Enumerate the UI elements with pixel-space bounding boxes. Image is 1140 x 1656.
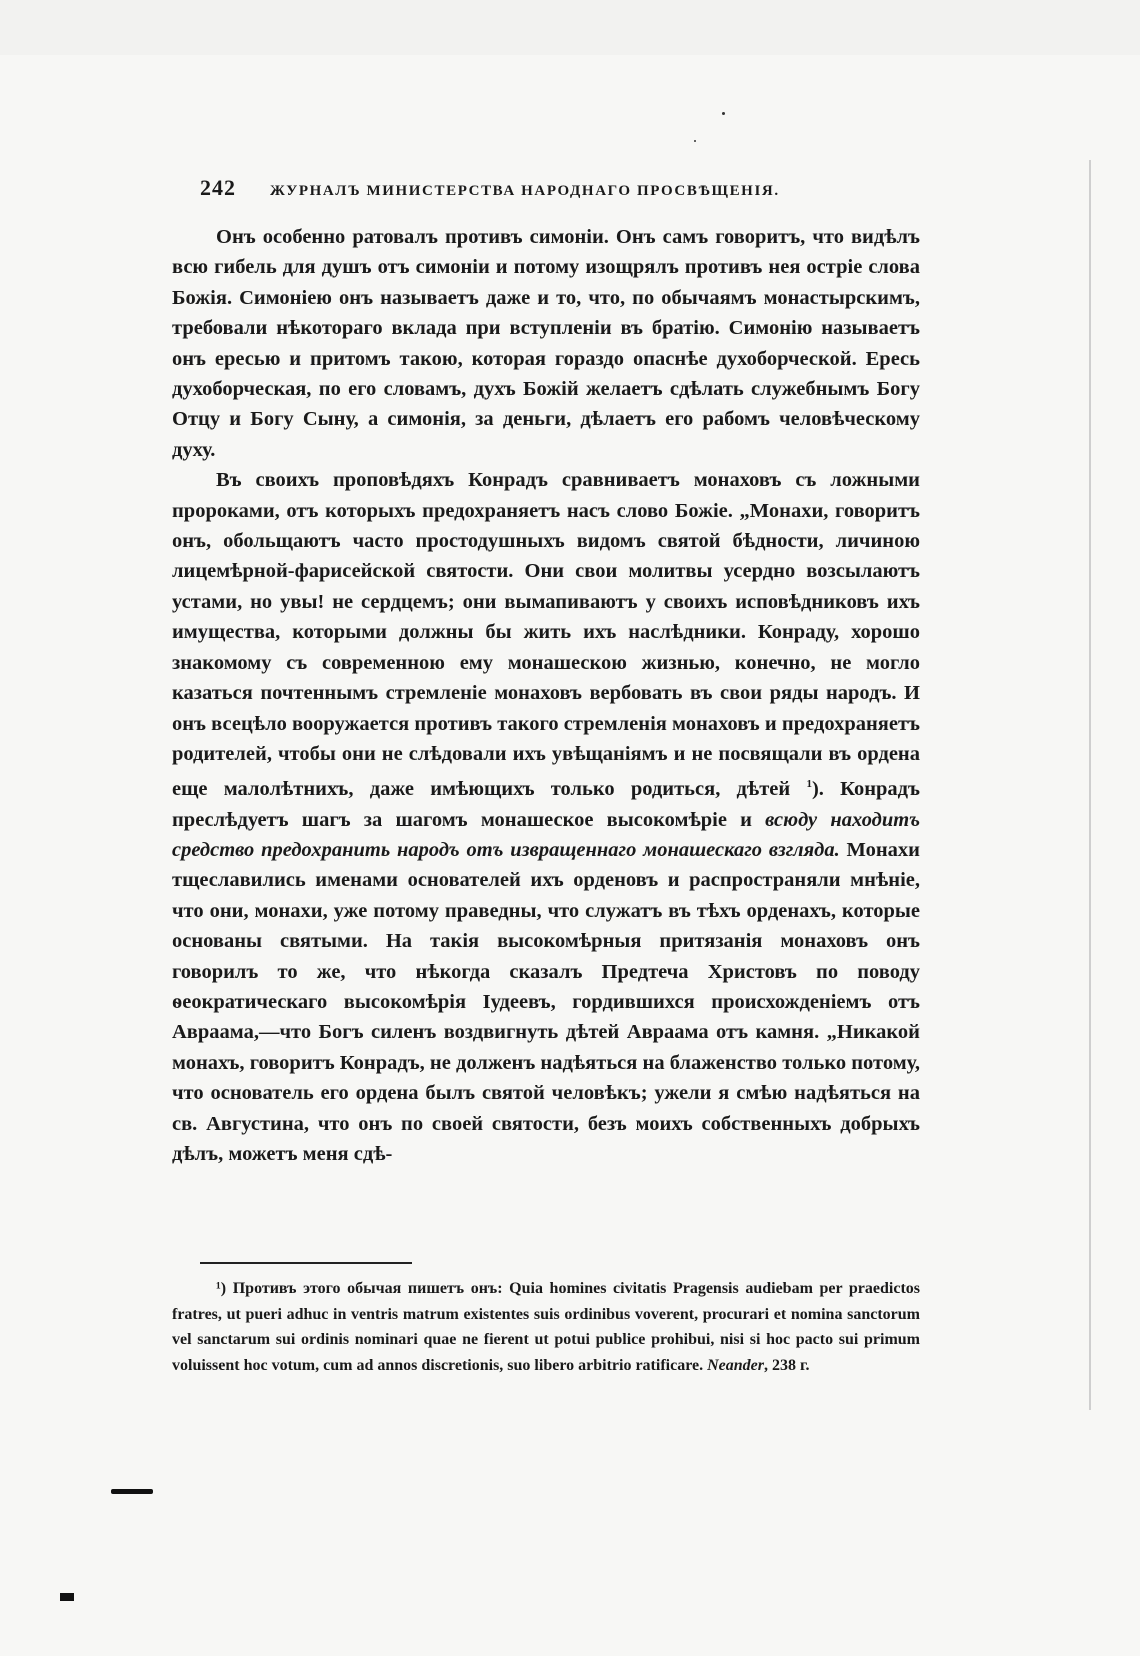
page-header <box>200 175 920 205</box>
paragraph-2-italic: всюду находитъ средство предохранить народъ отъ извращеннаго монашескаго взгляда. <box>172 808 920 861</box>
footnote-text: Противъ этого обычая пишетъ онъ: Quia homines civitatis Pragensis audiebam per praedictos fratres, ut pueri adhuc in ventris matrum existentes suis ordinibus voverent, procurari et nomina sanctorum vel sanctarum sui ordinis nominari quae ne fierent ut potui publice prohibui, nisi si hoc pacto sui primum voluissent hoc votum, cum ad annos discretionis, suo libero arbitrio ratificare. <box>172 1280 920 1374</box>
binding-edge-line <box>1089 160 1091 1410</box>
scan-top-margin <box>0 0 1140 55</box>
footnote <box>172 1276 920 1378</box>
paragraph-2 <box>172 465 920 1169</box>
footnote-reference-page: , 238 г. <box>764 1356 810 1374</box>
footnote-separator <box>200 1262 412 1264</box>
paragraph-2-part-a: Въ своихъ проповѣдяхъ Конрадъ сравниваетъ монаховъ съ ложными пророками, отъ которыхъ предохраняетъ насъ слово Божіе. „Монахи, говоритъ онъ, обольщаютъ часто простодушныхъ видомъ святой бѣдности, личиною лицемѣрной-фарисейской святости. Они свои молитвы усердно возсылаютъ устами, но увы! не сердцемъ; они вымапиваютъ у своихъ исповѣдниковъ ихъ имущества, которыми должны бы жить ихъ наслѣдники. Конраду, хорошо знакомому съ современною ему монашескою жизнью, конечно, не могло казаться почтеннымъ стремленіе монаховъ вербовать въ свои ряды народъ. И онъ всецѣло вооружается противъ такого стремленія монаховъ и предохраняетъ родителей, чтобы они не слѣдовали ихъ увѣщаніямъ и не посвящали въ ордена еще малолѣтнихъ, даже имѣющихъ только родиться, дѣтей <box>172 469 920 801</box>
footnote-author: Neander <box>707 1356 765 1374</box>
paragraph-1: Онъ особенно ратовалъ противъ симоніи. Онъ самъ говоритъ, что видѣлъ всю гибель для душъ отъ симоніи и потому изощрялъ противъ нея остріе слова Божія. Симоніею онъ называетъ даже и то, что, по обычаямъ монастырскимъ, требовали нѣкотораго вклада при вступленіи въ братію. Симонію называетъ онъ ересью и притомъ такою, которая гораздо опаснѣе духоборческой. Ересь духоборческая, по его словамъ, духъ Божій желаетъ сдѣлать служебнымъ Богу Отцу и Богу Сыну, а симонія, за деньги, дѣлаетъ его рабомъ человѣческому духу. <box>172 226 920 461</box>
running-title: ЖУРНАЛЪ МИНИСТЕРСТВА НАРОДНАГО ПРОСВѢЩЕНІЯ. <box>270 183 780 199</box>
paragraph-2-part-b: ). Конрадъ преслѣдуетъ шагъ за шагомъ монашеское высокомѣріе и <box>172 778 920 831</box>
scan-speck <box>694 140 696 142</box>
footnote-mark: ¹) <box>216 1280 227 1297</box>
scan-artifact-mark <box>60 1593 74 1601</box>
body-text <box>172 222 920 1169</box>
page-number: 242 <box>200 175 236 200</box>
scan-speck <box>722 112 725 115</box>
footnote-reference: 1 <box>806 778 812 791</box>
paragraph-2-part-c: Монахи тщеславились именами основателей ихъ орденовъ и распространяли мнѣніе, что они, монахи, уже потому праведны, что служатъ въ тѣхъ орденахъ, которые основаны святыми. На такія высокомѣрныя притязанія монаховъ онъ говорилъ то же, что нѣкогда сказалъ Предтеча Христовъ по поводу ѳеократическаго высокомѣрія Іудеевъ, гордившихся происхожденіемъ отъ Авраама,—что Богъ силенъ воздвигнуть дѣтей Авраама отъ камня. „Никакой монахъ, говоритъ Конрадъ, не долженъ надѣяться на блаженство только потому, что основатель его ордена былъ святой человѣкъ; ужели я смѣю надѣяться на св. Августина, что онъ по своей святости, безъ моихъ собственныхъ добрыхъ дѣлъ, можетъ меня сдѣ- <box>172 838 920 1166</box>
scan-artifact-mark <box>111 1489 153 1494</box>
